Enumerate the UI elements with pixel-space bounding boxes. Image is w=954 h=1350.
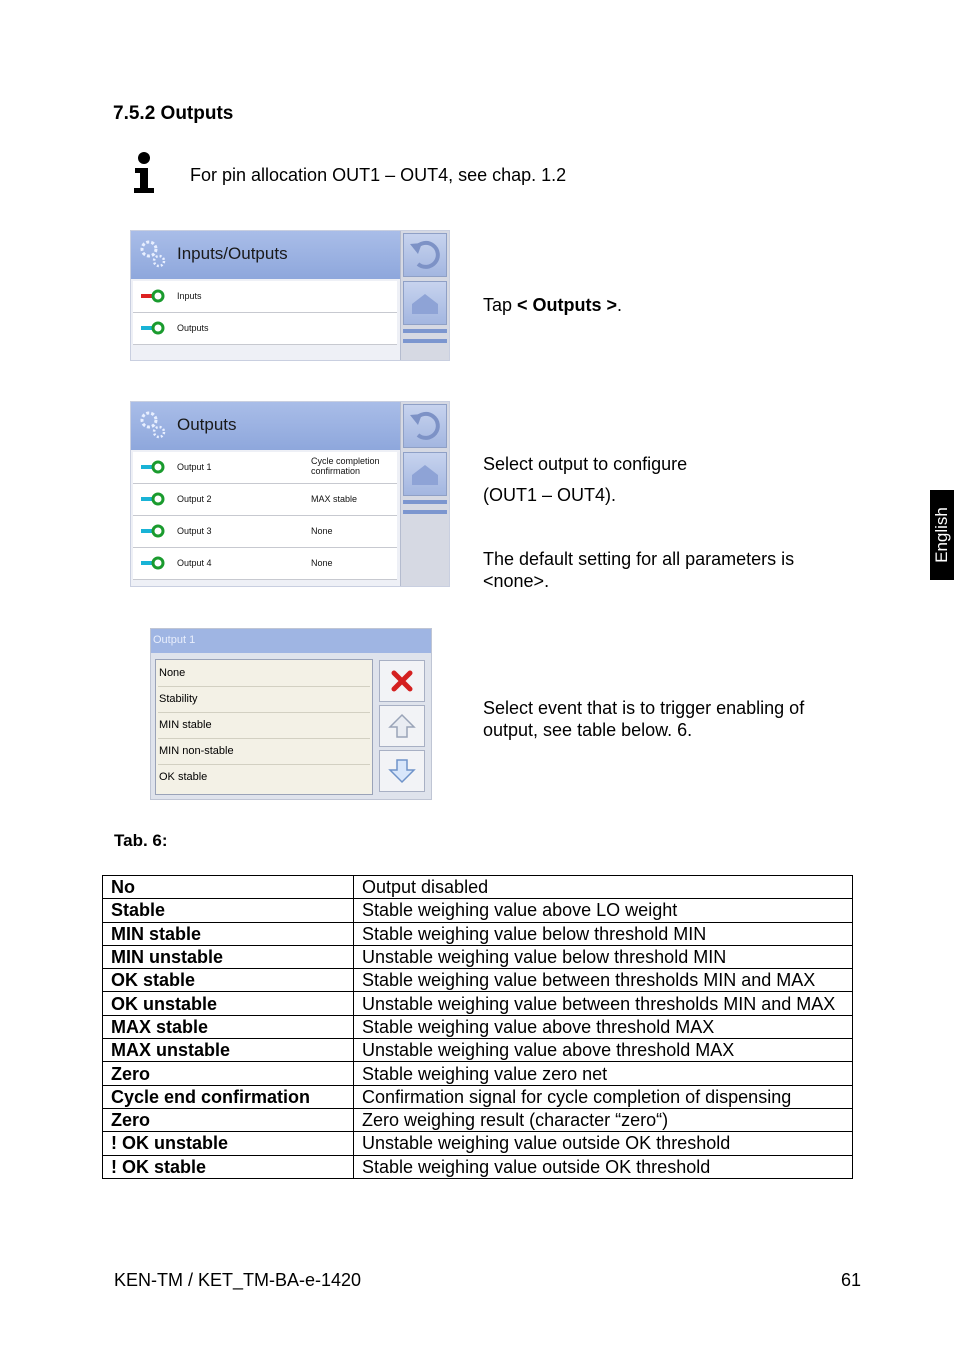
event-description-cell: Unstable weighing value outside OK threshold — [354, 1132, 853, 1155]
output-value: None — [311, 526, 333, 536]
table-row — [103, 992, 853, 1015]
output-plug-icon — [139, 523, 167, 539]
event-name-cell: MAX stable — [103, 1015, 354, 1038]
default-setting-note — [483, 548, 794, 592]
event-name-cell: MAX unstable — [103, 1039, 354, 1062]
option-label: MIN stable — [159, 719, 212, 731]
page-number: 61 — [841, 1270, 862, 1290]
language-tab — [930, 490, 954, 580]
event-name-cell: ! OK stable — [103, 1155, 354, 1178]
cancel-button[interactable] — [379, 660, 425, 702]
inputs-outputs-screen — [130, 230, 450, 361]
event-name-cell: No — [103, 876, 354, 899]
table-row — [103, 969, 853, 992]
gear-icon — [139, 239, 167, 269]
instruction-line: Select output to configure — [483, 454, 688, 474]
instruction-line: output, see table below. 6. — [483, 720, 693, 740]
list-item[interactable] — [158, 738, 370, 765]
event-description-cell: Confirmation signal for cycle completion of dispensing — [354, 1085, 853, 1108]
event-description-cell: Stable weighing value zero net — [354, 1062, 853, 1085]
list-item[interactable] — [158, 686, 370, 713]
list-item[interactable] — [158, 764, 370, 790]
table-caption: Tab. 6: — [114, 831, 168, 850]
event-name-cell: MIN unstable — [103, 945, 354, 968]
section-heading: 7.5.2 Outputs — [113, 103, 234, 124]
back-button[interactable] — [403, 233, 447, 277]
output-plug-icon — [139, 459, 167, 475]
output-label: Output 4 — [177, 558, 212, 568]
output-value: MAX stable — [311, 494, 358, 504]
outputs-screen — [130, 401, 450, 587]
language-tab-label: English — [932, 507, 951, 563]
menu-item-inputs[interactable] — [133, 281, 397, 313]
home-button[interactable] — [403, 452, 447, 496]
select-event-instruction — [483, 697, 804, 741]
event-description-cell: Unstable weighing value between thresholds MIN and MAX — [354, 992, 853, 1015]
document-id: KEN-TM / KET_TM-BA-e-1420 — [114, 1270, 362, 1290]
output-row[interactable] — [133, 484, 397, 516]
note-line: <none>. — [483, 571, 550, 591]
event-description-cell: Unstable weighing value above threshold MAX — [354, 1039, 853, 1062]
table-row — [103, 945, 853, 968]
output-value: Cycle completion confirmation — [311, 456, 380, 476]
home-button[interactable] — [403, 281, 447, 325]
info-icon — [130, 152, 160, 194]
gear-icon — [139, 410, 167, 440]
table-row — [103, 1062, 853, 1085]
list-item[interactable] — [158, 712, 370, 739]
screen-title: Inputs/Outputs — [177, 244, 288, 263]
table-row — [103, 1085, 853, 1108]
table-row — [103, 899, 853, 922]
menu-item-label: Outputs — [177, 323, 209, 333]
output-label: Output 1 — [177, 462, 212, 472]
screen-header — [131, 231, 401, 279]
screen-title: Outputs — [177, 415, 237, 434]
select-output-instruction — [483, 453, 687, 506]
event-name-cell: Stable — [103, 899, 354, 922]
event-name-cell: OK stable — [103, 969, 354, 992]
output-event-dialog — [150, 628, 432, 800]
table-row — [103, 922, 853, 945]
pin-allocation-note: For pin allocation OUT1 – OUT4, see chap. 1.2 — [190, 165, 567, 185]
scroll-down-button[interactable] — [379, 750, 425, 792]
event-description-cell: Stable weighing value above threshold MAX — [354, 1015, 853, 1038]
instruction-key: < Outputs > — [517, 295, 618, 315]
home-icon — [404, 282, 446, 324]
home-icon — [404, 453, 446, 495]
note-line: The default setting for all parameters is — [483, 549, 795, 569]
scroll-bar[interactable] — [403, 329, 447, 333]
menu-item-outputs[interactable] — [133, 313, 397, 345]
output-label: Output 3 — [177, 526, 212, 536]
event-option-list — [155, 659, 373, 795]
event-name-cell: MIN stable — [103, 922, 354, 945]
input-plug-icon — [139, 288, 167, 304]
event-description-cell: Stable weighing value above LO weight — [354, 899, 853, 922]
dialog-title: Output 1 — [153, 634, 196, 646]
event-description-cell: Stable weighing value below threshold MIN — [354, 922, 853, 945]
table-row — [103, 1155, 853, 1178]
output-label: Output 2 — [177, 494, 212, 504]
table-row — [103, 1132, 853, 1155]
screen-sidebar — [400, 402, 449, 586]
close-icon — [380, 661, 424, 701]
event-name-cell: Zero — [103, 1062, 354, 1085]
output-events-table — [102, 875, 853, 1179]
output-plug-icon — [139, 320, 167, 336]
event-description-cell: Stable weighing value outside OK threshold — [354, 1155, 853, 1178]
output-plug-icon — [139, 491, 167, 507]
option-label: None — [159, 667, 186, 679]
option-label: OK stable — [159, 771, 208, 783]
event-description-cell: Stable weighing value between thresholds MIN and MAX — [354, 969, 853, 992]
scroll-bar[interactable] — [403, 339, 447, 343]
scroll-bar[interactable] — [403, 510, 447, 514]
table-row — [103, 1108, 853, 1131]
output-row[interactable] — [133, 452, 397, 484]
undo-icon — [404, 234, 446, 276]
instruction-text: . — [617, 295, 623, 315]
output-row[interactable] — [133, 516, 397, 548]
back-button[interactable] — [403, 404, 447, 448]
event-name-cell: Cycle end confirmation — [103, 1085, 354, 1108]
screen-header — [131, 402, 401, 450]
scroll-up-button[interactable] — [379, 705, 425, 747]
event-name-cell: Zero — [103, 1108, 354, 1131]
option-label: MIN non-stable — [159, 745, 234, 757]
event-name-cell: OK unstable — [103, 992, 354, 1015]
output-row[interactable] — [133, 548, 397, 580]
screen-sidebar — [400, 231, 449, 360]
event-description-cell: Unstable weighing value below threshold MIN — [354, 945, 853, 968]
instruction-line: Select event that is to trigger enabling of — [483, 698, 805, 718]
table-row — [103, 1039, 853, 1062]
instruction-text: Tap — [483, 295, 518, 315]
option-label: Stability — [159, 693, 198, 705]
scroll-bar[interactable] — [403, 500, 447, 504]
undo-icon — [404, 405, 446, 447]
tap-outputs-instruction — [483, 294, 622, 316]
instruction-line: (OUT1 – OUT4). — [483, 485, 617, 505]
arrow-up-icon — [380, 706, 424, 746]
table-row — [103, 876, 853, 899]
event-description-cell: Zero weighing result (character “zero“) — [354, 1108, 853, 1131]
menu-item-label: Inputs — [177, 291, 202, 301]
table-row — [103, 1015, 853, 1038]
event-name-cell: ! OK unstable — [103, 1132, 354, 1155]
list-item[interactable] — [158, 660, 370, 687]
dialog-header — [151, 629, 431, 653]
arrow-down-icon — [380, 751, 424, 791]
output-value: None — [311, 558, 333, 568]
event-description-cell: Output disabled — [354, 876, 853, 899]
output-plug-icon — [139, 555, 167, 571]
